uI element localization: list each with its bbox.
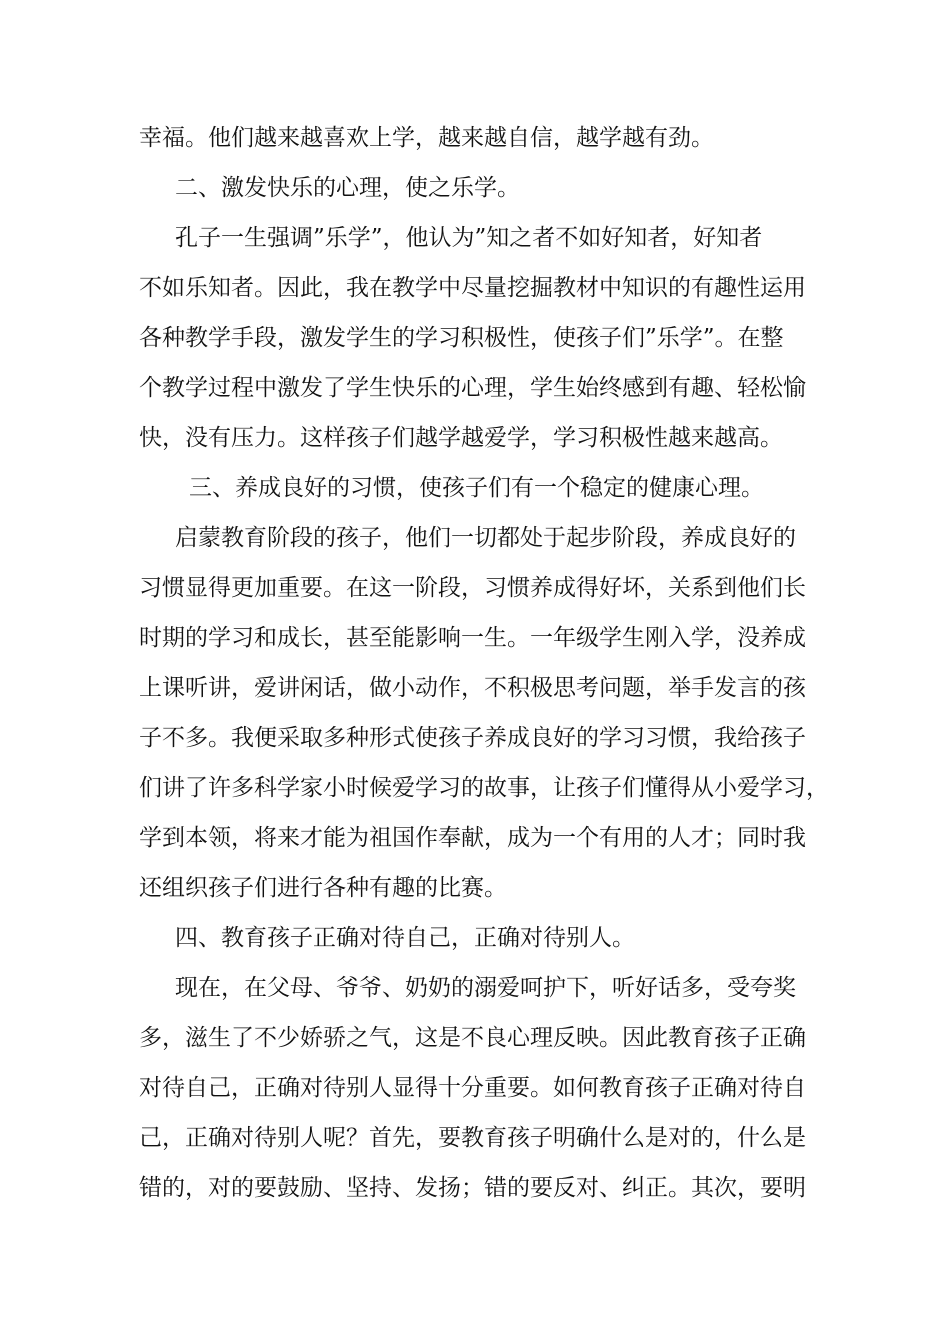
body-line: 错的，对的要鼓励、坚持、发扬；错的要反对、纠正。其次，要明 bbox=[139, 1175, 806, 1201]
body-line: 子不多。我便采取多种形式使孩子养成良好的学习习惯，我给孩子 bbox=[139, 725, 806, 751]
body-line: 对待自己，正确对待别人显得十分重要。如何教育孩子正确对待自 bbox=[139, 1075, 806, 1101]
body-line: 时期的学习和成长，甚至能影响一生。一年级学生刚入学，没养成 bbox=[139, 625, 806, 651]
paragraph-first-line: 现在，在父母、爷爷、奶奶的溺爱呵护下，听好话多，受夸奖 bbox=[175, 975, 796, 1001]
body-line: 个教学过程中激发了学生快乐的心理，学生始终感到有趣、轻松愉 bbox=[139, 375, 806, 401]
body-line: 们讲了许多科学家小时候爱学习的故事，让孩子们懂得从小爱学习， bbox=[139, 775, 829, 801]
body-line: 己，正确对待别人呢？首先，要教育孩子明确什么是对的，什么是 bbox=[139, 1125, 806, 1151]
body-line: 不如乐知者。因此，我在教学中尽量挖掘教材中知识的有趣性运用 bbox=[139, 275, 806, 301]
body-line: 各种教学手段，激发学生的学习积极性，使孩子们”乐学”。在整 bbox=[139, 325, 784, 351]
paragraph-first-line: 启蒙教育阶段的孩子，他们一切都处于起步阶段，养成良好的 bbox=[175, 525, 796, 551]
body-line: 学到本领，将来才能为祖国作奉献，成为一个有用的人才；同时我 bbox=[139, 825, 806, 851]
body-line: 幸福。他们越来越喜欢上学，越来越自信，越学越有劲。 bbox=[139, 125, 714, 151]
section-heading: 三、养成良好的习惯，使孩子们有一个稳定的健康心理。 bbox=[189, 475, 764, 501]
body-line: 习惯显得更加重要。在这一阶段，习惯养成得好坏，关系到他们长 bbox=[139, 575, 806, 601]
body-line: 多，滋生了不少娇骄之气，这是不良心理反映。因此教育孩子正确 bbox=[139, 1025, 806, 1051]
body-line: 快，没有压力。这样孩子们越学越爱学，学习积极性越来越高。 bbox=[139, 425, 783, 451]
section-heading: 四、教育孩子正确对待自己，正确对待别人。 bbox=[175, 925, 635, 951]
body-line: 上课听讲，爱讲闲话，做小动作，不积极思考问题，举手发言的孩 bbox=[139, 675, 806, 701]
body-line: 还组织孩子们进行各种有趣的比赛。 bbox=[139, 875, 507, 901]
section-heading: 二、激发快乐的心理，使之乐学。 bbox=[175, 175, 520, 201]
paragraph-first-line: 孔子一生强调”乐学”，他认为”知之者不如好知者，好知者 bbox=[175, 225, 763, 251]
